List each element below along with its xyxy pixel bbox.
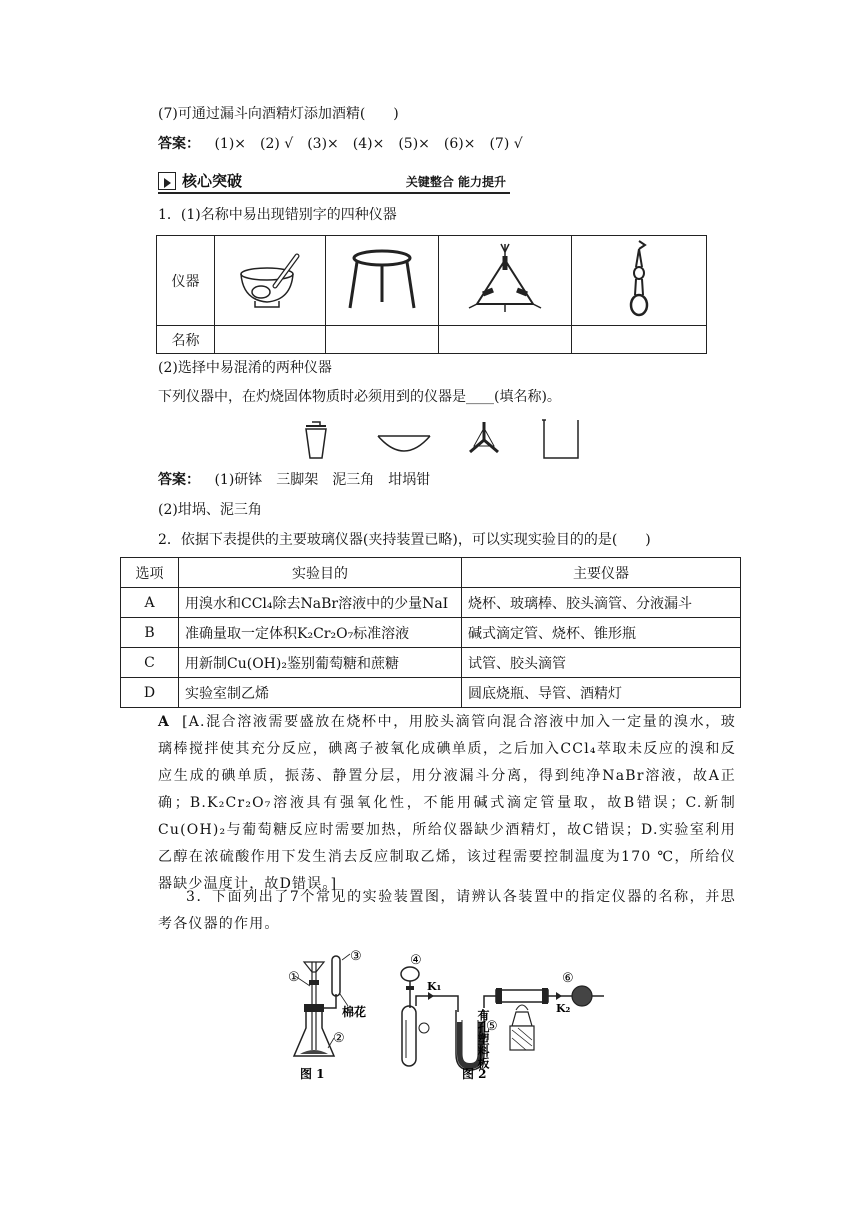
table-row [121, 618, 741, 648]
clay-triangle-icon [465, 242, 545, 316]
instrument-pictures [300, 416, 590, 464]
label-1: ① [288, 970, 300, 985]
explanation-text: [A.混合溶液需要盛放在烧杯中，用胶头滴管向混合溶液中加入一定量的溴水，玻璃棒搅拌使其充分反应，碘离子被氧化成碘单质，之后加入CCl₄萃取未反应的溴和反应生成的碘单质，振荡、静置分层，用分液漏斗分离，得到纯净NaBr溶液，故A正确；B.K₂Cr₂O₇溶液具有强氧化性，不能用碱式滴定管量取，故B错误；C.新制Cu(OH)₂与葡萄糖反应时需要加热，所给仪器缺少酒精灯，故C错误；D.实验室利用乙醇在浓硫酸作用下发生消去反应制取乙烯，该过程需要控制温度为170 ℃，所给仪器缺少温度计，故D错误。] [158, 714, 736, 892]
crucible-tongs-icon [619, 237, 659, 321]
label-2: ② [333, 1031, 345, 1046]
item2-heading: 2．依据下表提供的主要玻璃仪器(夹持装置已略)，可以实现实验目的的是( ) [158, 532, 651, 548]
instruments-cell: 试管、胶头滴管 [462, 648, 741, 678]
header-purpose: 实验目的 [179, 558, 462, 588]
purpose-cell: 实验室制乙烯 [179, 678, 462, 708]
item1-sub2-question: 下列仪器中，在灼烧固体物质时必须用到的仪器是____(填名称)。 [158, 389, 561, 405]
label-cotton: 棉花 [342, 1005, 367, 1019]
option-cell: A [121, 588, 179, 618]
instrument-row-label: 仪器 [157, 236, 215, 326]
answer-text: (1)研钵 三脚架 泥三角 坩埚钳 [214, 472, 431, 488]
banner-title: 核心突破 [182, 172, 243, 190]
label-3: ③ [350, 950, 362, 964]
answer-line [158, 134, 523, 154]
evaporating-dish-icon [378, 436, 430, 451]
crucible-icon [306, 422, 326, 458]
answer-label: 答案： [158, 472, 200, 488]
label-4: ④ [410, 953, 422, 968]
label-k1: K₁ [427, 980, 442, 993]
experiment-table [120, 557, 741, 708]
purpose-cell: 用溴水和CCl₄除去NaBr溶液中的少量NaI [179, 588, 462, 618]
item1-answer-line2: (2)坩埚、泥三角 [158, 502, 262, 518]
instruments-cell: 圆底烧瓶、导管、酒精灯 [462, 678, 741, 708]
banner-subtitle: 关键整合 能力提升 [405, 175, 506, 189]
answer-label: 答案： [158, 136, 200, 152]
instrument-table [156, 235, 707, 354]
instruments-cell: 碱式滴定管、烧杯、锥形瓶 [462, 618, 741, 648]
option-cell: D [121, 678, 179, 708]
option-cell: B [121, 618, 179, 648]
figure-2-caption: 图 2 [462, 1067, 487, 1081]
mortar-icon [225, 244, 315, 314]
table-row [121, 678, 741, 708]
name-row-label: 名称 [157, 326, 215, 354]
tripod-icon [342, 244, 422, 314]
answer-letter: A [158, 714, 171, 730]
item1-sub2-heading: (2)选择中易混淆的两种仪器 [158, 360, 332, 376]
beaker-icon [542, 420, 578, 458]
instruments-cell: 烧杯、玻璃棒、胶头滴管、分液漏斗 [462, 588, 741, 618]
purpose-cell: 用新制Cu(OH)₂鉴别葡萄糖和蔗糖 [179, 648, 462, 678]
header-instruments: 主要仪器 [462, 558, 741, 588]
table-row [121, 588, 741, 618]
item1-heading: 1．(1)名称中易出现错别字的四种仪器 [158, 207, 397, 223]
option-cell: C [121, 648, 179, 678]
plate-text: 有孔塑料板 [430, 1009, 490, 1023]
apparatus-figures [270, 950, 610, 1085]
section-banner [158, 170, 510, 194]
figure-1-caption: 图 1 [300, 1067, 325, 1081]
item2-explanation [158, 709, 736, 898]
play-icon [158, 172, 176, 190]
question-7: (7)可通过漏斗向酒精灯添加酒精( ) [158, 106, 399, 122]
header-option: 选项 [121, 558, 179, 588]
label-k2: K₂ [556, 1002, 571, 1015]
clay-triangle-small-icon [470, 422, 498, 452]
item3-text: 3．下面列出了7个常见的实验装置图，请辨认各装置中的指定仪器的名称，并思考各仪器的作用。 [158, 889, 736, 932]
label-6: ⑥ [562, 971, 574, 986]
table-row [121, 648, 741, 678]
label-5: ⑤ [486, 1019, 498, 1034]
item1-answer-line1 [158, 470, 430, 490]
purpose-cell: 准确量取一定体积K₂Cr₂O₇标准溶液 [179, 618, 462, 648]
answer-text: (1)× (2) √ (3)× (4)× (5)× (6)× (7) √ [214, 136, 523, 152]
